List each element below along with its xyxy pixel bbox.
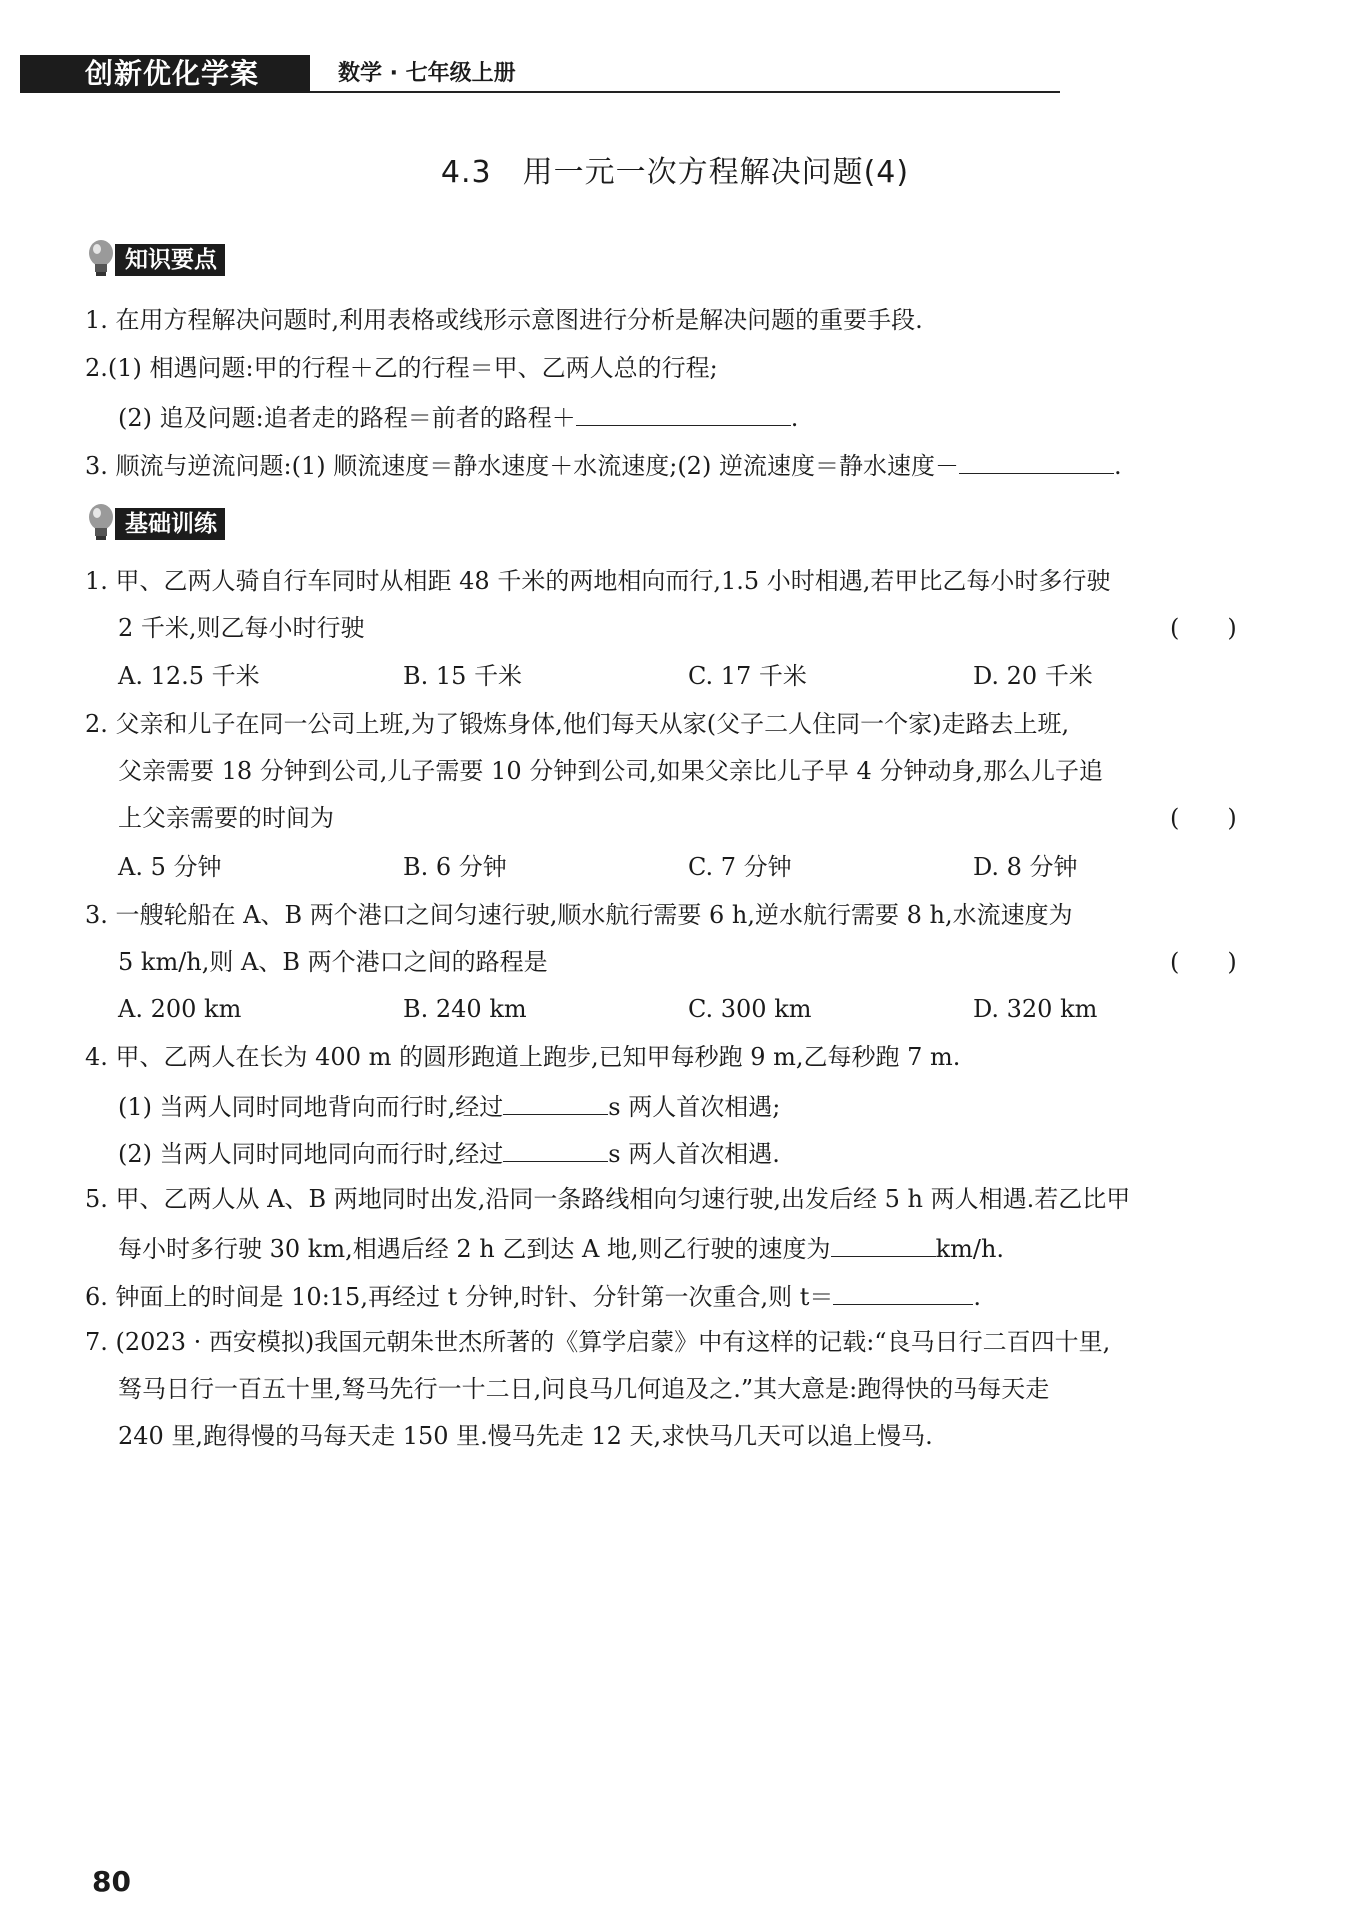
question-2-line-3: 上父亲需要的时间为 [118,804,334,832]
brand-logo: 创新优化学案 [20,55,310,93]
option-a[interactable]: A. 5 分钟 [118,853,222,881]
answer-blank[interactable] [831,1230,936,1257]
item-text: 6. 钟面上的时间是 10:15,再经过 t 分钟,时针、分针第一次重合,则 t＝ [85,1283,834,1311]
question-1-line-2: 2 千米,则乙每小时行驶 [118,614,365,642]
option-b[interactable]: B. 240 km [403,995,527,1023]
header-bar [20,55,1060,93]
option-b[interactable]: B. 6 分钟 [403,853,507,881]
knowledge-item-2-2 [118,399,798,434]
question-4-sub-1 [118,1088,780,1123]
option-c[interactable]: C. 7 分钟 [688,853,792,881]
item-text: s 两人首次相遇. [608,1140,780,1168]
question-5-line-2 [118,1230,1004,1265]
item-text: (2) 追及问题:追者走的路程＝前者的路程＋ [118,404,576,432]
question-2-line-1: 2. 父亲和儿子在同一公司上班,为了锻炼身体,他们每天从家(父子二人住同一个家)走路去上班, [85,710,1070,738]
item-text: . [1113,452,1122,480]
question-4-line-1: 4. 甲、乙两人在长为 400 m 的圆形跑道上跑步,已知甲每秒跑 9 m,乙每秒跑 7 m. [85,1043,961,1071]
option-d[interactable]: D. 8 分钟 [973,853,1078,881]
option-c[interactable]: C. 17 千米 [688,662,807,690]
knowledge-item-2-1: 2.(1) 相遇问题:甲的行程＋乙的行程＝甲、乙两人总的行程; [85,354,718,382]
item-text: . [790,404,799,432]
answer-blank[interactable] [833,1278,973,1305]
header-rule [310,91,1060,93]
question-1-line-1: 1. 甲、乙两人骑自行车同时从相距 48 千米的两地相向而行,1.5 小时相遇,若甲比乙每小时多行驶 [85,567,1111,595]
item-text: . [973,1283,982,1311]
answer-parentheses[interactable]: ( ) [1170,614,1237,642]
question-7-line-2: 驽马日行一百五十里,驽马先行一十二日,问良马几何追及之.”其大意是:跑得快的马每天走 [118,1375,1050,1403]
answer-parentheses[interactable]: ( ) [1170,804,1237,832]
knowledge-item-1: 1. 在用方程解决问题时,利用表格或线形示意图进行分析是解决问题的重要手段. [85,306,923,334]
option-b[interactable]: B. 15 千米 [403,662,523,690]
knowledge-item-3 [85,447,1122,482]
answer-blank[interactable] [959,447,1114,474]
option-d[interactable]: D. 320 km [973,995,1098,1023]
option-c[interactable]: C. 300 km [688,995,812,1023]
question-7-line-3: 240 里,跑得慢的马每天走 150 里.慢马先走 12 天,求快马几天可以追上慢马. [118,1422,933,1450]
option-a[interactable]: A. 200 km [118,995,242,1023]
question-2-line-2: 父亲需要 18 分钟到公司,儿子需要 10 分钟到公司,如果父亲比儿子早 4 分钟动身,那么儿子追 [118,757,1104,785]
section-heading: 知识要点 [115,244,225,276]
question-7-line-1: 7. (2023 · 西安模拟)我国元朝朱世杰所著的《算学启蒙》中有这样的记载:“良马日行二百四十里, [85,1328,1111,1356]
item-text: km/h. [935,1235,1005,1263]
answer-blank[interactable] [503,1088,608,1115]
question-6 [85,1278,981,1313]
answer-blank[interactable] [503,1135,608,1162]
page-title: 4.3 用一元一次方程解决问题(4) [440,155,910,190]
option-a[interactable]: A. 12.5 千米 [118,662,260,690]
question-4-sub-2 [118,1135,780,1170]
question-5-line-1: 5. 甲、乙两人从 A、B 两地同时出发,沿同一条路线相向匀速行驶,出发后经 5 h 两人相遇.若乙比甲 [85,1185,1131,1213]
item-text: 每小时多行驶 30 km,相遇后经 2 h 乙到达 A 地,则乙行驶的速度为 [118,1235,831,1263]
question-3-line-1: 3. 一艘轮船在 A、B 两个港口之间匀速行驶,顺水航行需要 6 h,逆水航行需要 8 h,水流速度为 [85,901,1073,929]
item-text: 3. 顺流与逆流问题:(1) 顺流速度＝静水速度＋水流速度;(2) 逆流速度＝静水速度－ [85,452,959,480]
question-3-line-2: 5 km/h,则 A、B 两个港口之间的路程是 [118,948,548,976]
item-text: (1) 当两人同时同地背向而行时,经过 [118,1093,504,1121]
subject-label: 数学 · 七年级上册 [338,61,516,86]
section-heading: 基础训练 [115,508,225,540]
item-text: s 两人首次相遇; [608,1093,781,1121]
answer-blank[interactable] [576,399,791,426]
page-number: 80 [92,1865,131,1898]
option-d[interactable]: D. 20 千米 [973,662,1093,690]
item-text: (2) 当两人同时同地同向而行时,经过 [118,1140,504,1168]
answer-parentheses[interactable]: ( ) [1170,948,1237,976]
